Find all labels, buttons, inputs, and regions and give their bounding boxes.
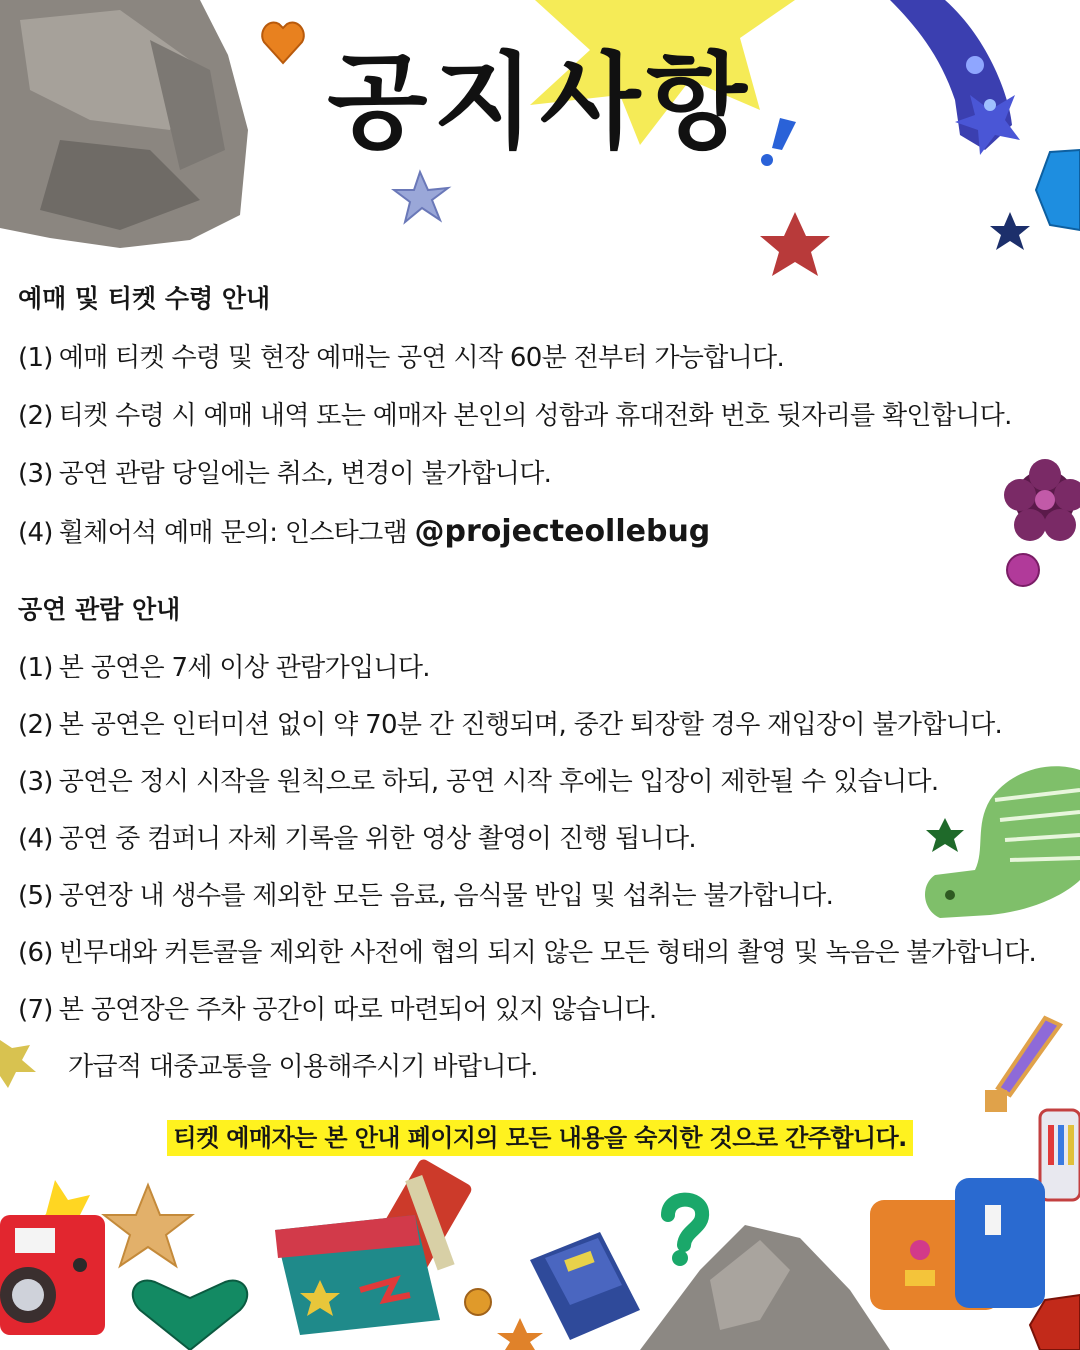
viewing-item-6 <box>18 935 1036 971</box>
gold-star-icon <box>497 1318 543 1350</box>
gold-star-icon <box>104 1185 192 1266</box>
item-number: (1) <box>18 653 53 683</box>
highlighted-notice: 티켓 예매자는 본 안내 페이지의 모든 내용을 숙지한 것으로 간주합니다. <box>167 1120 912 1156</box>
item-text: 본 공연은 인터미션 없이 약 70분 간 진행되며, 중간 퇴장할 경우 재입장이 불가합니다. <box>58 710 1003 740</box>
ticket-item-4 <box>18 514 710 551</box>
notice-banner <box>0 1120 1080 1156</box>
item-number: (2) <box>18 401 53 431</box>
item-text: 공연 관람 당일에는 취소, 변경이 불가합니다. <box>58 459 552 489</box>
item-text: 티켓 수령 시 예매 내역 또는 예매자 본인의 성함과 휴대전화 번호 뒷자리를 확인합니다. <box>58 401 1012 431</box>
round-gem-icon <box>465 1289 491 1315</box>
pixel-sword-icon <box>985 1018 1060 1112</box>
viewing-item-7 <box>18 992 656 1028</box>
viewing-section-heading: 공연 관람 안내 <box>18 595 181 624</box>
question-mark-icon <box>668 1200 702 1266</box>
item-text: 예매 티켓 수령 및 현장 예매는 공연 시작 60분 전부터 가능합니다. <box>58 343 785 373</box>
sparkle-star-icon <box>394 172 448 222</box>
ticket-section-heading: 예매 및 티켓 수령 안내 <box>18 284 271 313</box>
purple-flower-gem-icon <box>1004 459 1080 541</box>
item-text: 공연 중 컴퍼니 자체 기록을 위한 영상 촬영이 진행 됩니다. <box>58 824 696 854</box>
item-number: (3) <box>18 767 53 797</box>
viewing-item-2 <box>18 707 1002 743</box>
camera-icon <box>0 1180 105 1335</box>
ticket-item-1 <box>18 340 784 376</box>
item-text: 휠체어석 예매 문의: 인스타그램 <box>58 518 415 548</box>
item-number: (1) <box>18 343 53 373</box>
viewing-item-3 <box>18 764 938 800</box>
viewing-item-7-continuation: 가급적 대중교통을 이용해주시기 바랍니다. <box>68 1052 538 1082</box>
item-number: (4) <box>18 824 53 854</box>
item-number: (2) <box>18 710 53 740</box>
viewing-item-4 <box>18 821 696 857</box>
red-glitter-star-icon <box>760 212 830 276</box>
item-number: (3) <box>18 459 53 489</box>
navy-star-icon <box>990 212 1030 250</box>
viewing-item-5 <box>18 878 833 914</box>
green-star-icon <box>926 818 964 852</box>
round-gem-icon <box>1007 554 1039 586</box>
item-text: 빈무대와 커튼콜을 제외한 사전에 협의 되지 않은 모든 형태의 촬영 및 녹음은 불가합니다. <box>58 938 1037 968</box>
item-text: 본 공연장은 주차 공간이 따로 마련되어 있지 않습니다. <box>58 995 657 1025</box>
viewing-item-1 <box>18 650 430 686</box>
item-text: 공연은 정시 시작을 원칙으로 하되, 공연 시작 후에는 입장이 제한될 수 있습니다. <box>58 767 939 797</box>
page-title: 공지사항 <box>327 41 753 163</box>
item-text: 본 공연은 7세 이상 관람가입니다. <box>58 653 430 683</box>
ticket-item-3 <box>18 456 551 492</box>
suitcase-icon <box>870 1178 1045 1310</box>
book-icon <box>530 1232 640 1340</box>
item-number: (6) <box>18 938 53 968</box>
item-number: (4) <box>18 518 53 548</box>
pencil-case-icon <box>275 1157 473 1335</box>
instagram-handle-link[interactable]: @projecteollebug <box>414 514 711 549</box>
green-heart-gem-icon <box>133 1281 247 1350</box>
item-number: (5) <box>18 881 53 911</box>
ticket-item-2 <box>18 398 1012 434</box>
item-text: 공연장 내 생수를 제외한 모든 음료, 음식물 반입 및 섭취는 불가합니다. <box>58 881 834 911</box>
item-number: (7) <box>18 995 53 1025</box>
